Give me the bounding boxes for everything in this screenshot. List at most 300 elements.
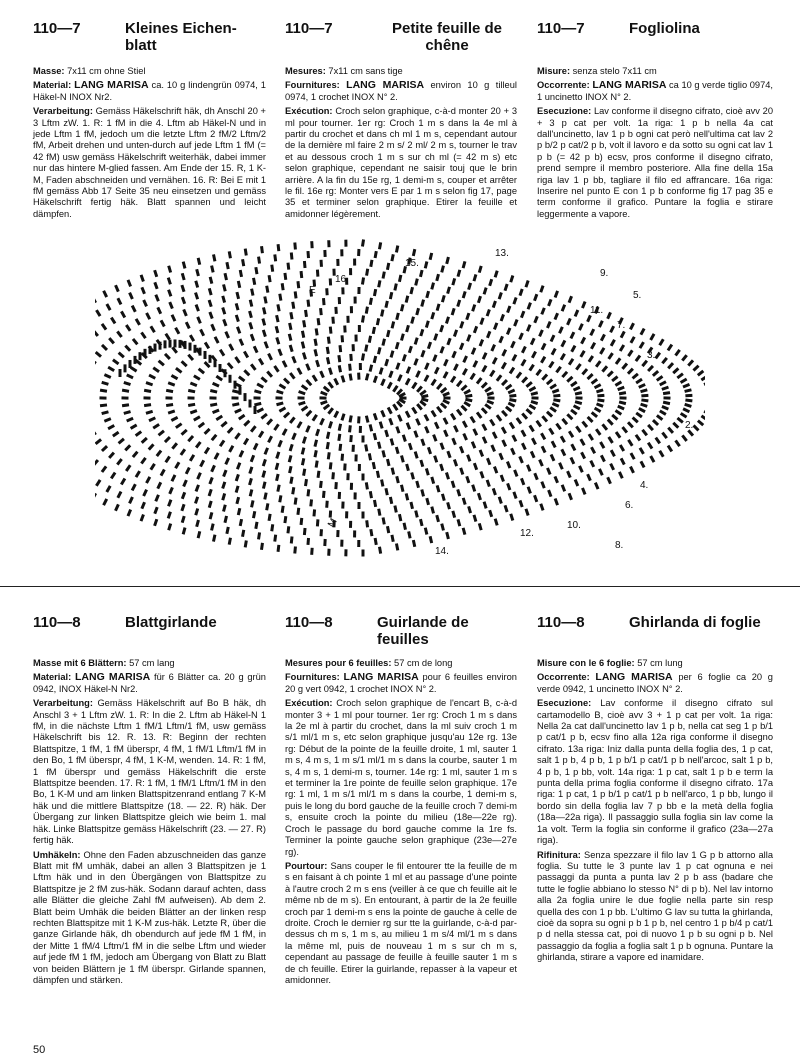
stitch-mark bbox=[407, 325, 409, 332]
label: Mesures pour 6 feuilles: bbox=[285, 658, 392, 668]
stitch-mark bbox=[157, 451, 161, 457]
stitch-mark bbox=[272, 524, 273, 531]
stitch-mark bbox=[279, 440, 282, 446]
stitch-mark bbox=[291, 477, 292, 484]
stitch-mark bbox=[395, 284, 396, 291]
stitch-mark bbox=[562, 305, 565, 311]
stitch-mark bbox=[212, 465, 215, 471]
stitch-mark bbox=[481, 318, 483, 325]
stitch-mark bbox=[141, 332, 145, 338]
stitch-mark bbox=[542, 446, 545, 452]
stitch-mark bbox=[448, 502, 450, 509]
stitch-mark bbox=[517, 418, 521, 424]
stitch-mark bbox=[367, 520, 368, 527]
stitch-mark bbox=[198, 317, 201, 323]
stitch-mark bbox=[278, 545, 279, 552]
section-heading bbox=[285, 614, 517, 654]
stitch-mark bbox=[563, 419, 567, 424]
stitch-mark bbox=[267, 286, 268, 293]
stitch-mark bbox=[321, 371, 324, 377]
stitch-mark bbox=[561, 354, 565, 360]
stitch-mark bbox=[383, 339, 385, 346]
section-heading bbox=[537, 20, 773, 60]
stitch-mark bbox=[688, 360, 693, 365]
stitch-mark bbox=[581, 351, 585, 357]
stitch-mark bbox=[522, 430, 525, 436]
stitch-mark bbox=[463, 528, 465, 535]
stitch-mark bbox=[633, 418, 638, 423]
stitch-mark bbox=[386, 359, 388, 366]
stitch-mark bbox=[487, 393, 494, 395]
stitch-mark bbox=[263, 319, 265, 326]
stitch-mark bbox=[339, 434, 340, 441]
stitch-mark bbox=[600, 442, 604, 448]
stitch-mark bbox=[435, 334, 437, 341]
stitch-mark bbox=[100, 390, 107, 391]
stitch-mark bbox=[316, 328, 317, 335]
stitch-mark bbox=[537, 421, 541, 427]
stitch-mark bbox=[599, 321, 602, 327]
stitch-mark bbox=[508, 306, 510, 313]
stitch-mark bbox=[668, 428, 673, 433]
stitch-mark bbox=[261, 543, 262, 550]
stitch-mark bbox=[641, 404, 648, 406]
pattern-title: Petite feuille de chêne bbox=[391, 20, 503, 54]
stitch-mark bbox=[444, 359, 447, 365]
label: Esecuzione: bbox=[537, 698, 592, 709]
stitch-mark bbox=[560, 463, 563, 469]
stitch-mark bbox=[269, 354, 272, 360]
stitch-mark bbox=[608, 312, 611, 318]
row-label: 16. bbox=[335, 274, 349, 285]
stitch-mark bbox=[551, 454, 554, 460]
stitch-mark bbox=[199, 369, 204, 373]
stitch-mark bbox=[444, 372, 447, 378]
stitch-mark bbox=[265, 342, 268, 349]
instructions: Ohne den Faden abzuschneiden das ganze Blatt mit fM umhäk, dabei an allen 3 Blattspitzen je 1 Lftm häk und in den Übergängen von Blattspitze zu Blattspitze je 2 fM zus-häk. Sodann darauf achten, dass alle Blätter die gleiche Zahl fM aufweisen). Ab dem 2. Blatt beim Umhäk die beiden Blätter an der linken resp rechten Blattspitze mit 1 K-M zus-häk. Letzte R, über die ganze Girlande häk, dh obendurch auf jede fM 1 fM, in der Mitte 1 fM/4 Lftm/1 fM in die selbe Lftm und wieder auf jede fM 1 fM, jedoch am Übergang von Blatt zu Blatt von beiden Blättern je 1 fM überspr. Girlande spannen, dämpfen und stärken. bbox=[33, 849, 266, 985]
stitch-mark bbox=[342, 335, 343, 342]
stitch-mark bbox=[183, 528, 185, 535]
stitch-mark bbox=[547, 322, 550, 328]
stitch-mark bbox=[383, 450, 385, 457]
stitch-mark bbox=[571, 458, 574, 464]
stitch-mark bbox=[159, 431, 164, 435]
stitch-mark bbox=[547, 412, 552, 417]
stitch-mark bbox=[411, 502, 413, 509]
stitch-mark bbox=[432, 477, 434, 484]
stitch-mark bbox=[422, 350, 424, 357]
stitch-mark bbox=[188, 355, 193, 360]
stitch-mark bbox=[188, 404, 195, 405]
stitch-mark bbox=[591, 447, 594, 453]
stitch-mark bbox=[434, 435, 437, 442]
stitch-mark bbox=[460, 446, 463, 453]
stitch-mark bbox=[198, 531, 200, 538]
stitch-mark bbox=[569, 359, 573, 365]
stitch-mark bbox=[479, 523, 481, 530]
stitch-mark bbox=[401, 304, 403, 311]
stitch-mark bbox=[133, 339, 137, 344]
stitch-mark bbox=[102, 382, 109, 384]
stitch-mark bbox=[261, 414, 266, 418]
stitch-mark bbox=[391, 439, 393, 446]
stitch-mark bbox=[631, 453, 634, 459]
stitch-mark bbox=[701, 416, 705, 420]
stitch-mark bbox=[289, 334, 291, 341]
stitch-mark bbox=[236, 357, 240, 363]
stitch-mark bbox=[483, 424, 486, 430]
stitch-mark bbox=[244, 421, 249, 426]
stitch-mark bbox=[417, 481, 419, 488]
stitch-mark bbox=[298, 508, 299, 515]
stitch-mark bbox=[641, 400, 648, 401]
value: 7x11 cm sans tige bbox=[328, 66, 403, 76]
stitch-mark bbox=[508, 390, 514, 393]
label: Esecuzione: bbox=[537, 106, 592, 117]
stitch-mark bbox=[373, 462, 374, 469]
stitch-mark bbox=[111, 318, 115, 324]
stitch-mark bbox=[621, 458, 624, 464]
stitch-mark bbox=[263, 330, 265, 337]
stitch-mark bbox=[102, 466, 106, 472]
stitch-mark bbox=[397, 389, 402, 394]
stitch-mark bbox=[704, 382, 705, 385]
stitch-mark bbox=[522, 414, 527, 419]
stitch-mark bbox=[442, 494, 444, 501]
stitch-mark bbox=[276, 463, 278, 470]
stitch-mark bbox=[166, 390, 173, 391]
stitch-mark bbox=[413, 540, 414, 547]
stitch-mark bbox=[589, 434, 593, 440]
stitch-mark bbox=[96, 310, 100, 316]
stitch-mark bbox=[239, 415, 245, 419]
leaf-row bbox=[144, 297, 583, 500]
stitch-mark bbox=[520, 333, 523, 339]
stitch-mark bbox=[390, 371, 392, 378]
stitch-mark bbox=[171, 375, 177, 378]
section-110-8-fr bbox=[285, 614, 517, 989]
stitch-mark bbox=[469, 283, 471, 290]
stitch-mark bbox=[662, 433, 666, 439]
stitch-mark bbox=[128, 280, 131, 287]
stitch-mark bbox=[487, 401, 494, 404]
stitch-mark bbox=[694, 425, 699, 430]
stitch-mark bbox=[335, 411, 338, 417]
stitch-mark bbox=[562, 340, 565, 346]
leaf-row bbox=[95, 259, 670, 538]
stitch-mark bbox=[190, 411, 197, 413]
stitch-mark bbox=[315, 440, 317, 447]
stitch-mark bbox=[484, 502, 486, 509]
stitch-mark bbox=[159, 361, 164, 366]
stitch-mark bbox=[463, 261, 465, 268]
stitch-mark bbox=[386, 301, 387, 308]
stitch-mark bbox=[494, 323, 496, 330]
stitch-mark bbox=[172, 347, 176, 352]
stitch-mark bbox=[441, 347, 443, 354]
stitch-mark bbox=[487, 458, 490, 465]
stitch-mark bbox=[683, 384, 689, 387]
stitch-mark bbox=[245, 249, 246, 256]
stitch-mark bbox=[236, 486, 238, 493]
stitch-mark bbox=[128, 510, 131, 516]
stitch-mark bbox=[213, 535, 214, 542]
stitch-mark bbox=[567, 414, 572, 419]
stitch-mark bbox=[579, 324, 582, 330]
stitch-mark bbox=[660, 411, 666, 415]
stitch-mark bbox=[592, 412, 597, 416]
stitch-mark bbox=[259, 431, 263, 437]
stitch-mark bbox=[514, 492, 516, 499]
stitch-mark bbox=[532, 352, 535, 358]
stitch-mark bbox=[447, 257, 449, 264]
stitch-mark bbox=[574, 406, 580, 409]
stitch-mark bbox=[149, 444, 154, 449]
stitch-mark bbox=[379, 242, 380, 249]
stitch-mark bbox=[619, 393, 626, 394]
stitch-mark bbox=[412, 473, 414, 480]
stitch-mark bbox=[443, 400, 449, 403]
stitch-mark bbox=[458, 300, 460, 307]
stitch-mark bbox=[407, 423, 410, 430]
stitch-mark bbox=[495, 519, 497, 526]
stitch-mark bbox=[421, 399, 428, 401]
stitch-mark bbox=[530, 365, 534, 371]
stitch-mark bbox=[490, 420, 494, 426]
stitch-mark bbox=[166, 334, 170, 340]
stitch-mark bbox=[290, 323, 291, 330]
stitch-mark bbox=[531, 451, 534, 457]
stitch-mark bbox=[515, 320, 518, 327]
stitch-mark bbox=[451, 376, 455, 382]
stitch-mark bbox=[317, 519, 318, 526]
stitch-mark bbox=[315, 349, 317, 356]
stitch-mark bbox=[279, 385, 285, 389]
stitch-mark bbox=[382, 379, 385, 385]
stitch-mark bbox=[636, 435, 640, 441]
stitch-mark bbox=[215, 337, 218, 343]
stitch-mark bbox=[251, 364, 255, 370]
stitch-mark bbox=[166, 456, 170, 462]
stitch-mark bbox=[169, 290, 171, 297]
stitch-mark bbox=[391, 351, 393, 358]
stitch-mark bbox=[107, 304, 110, 310]
stitch-mark bbox=[662, 387, 669, 389]
section-heading bbox=[537, 614, 773, 654]
row-label: 10. bbox=[567, 520, 581, 531]
stitch-mark bbox=[685, 390, 692, 392]
stitch-mark bbox=[477, 412, 481, 418]
stitch-mark bbox=[198, 258, 200, 265]
stitch-mark bbox=[171, 417, 177, 420]
stitch-mark bbox=[503, 440, 506, 446]
stitch-mark bbox=[366, 374, 368, 381]
stitch-mark bbox=[549, 428, 553, 434]
stitch-mark bbox=[283, 429, 286, 435]
stitch-mark bbox=[282, 506, 283, 513]
stitch-mark bbox=[693, 366, 698, 371]
stitch-mark bbox=[441, 325, 443, 332]
stitch-mark bbox=[251, 426, 255, 431]
row-label: 14. bbox=[435, 546, 449, 557]
stitch-mark bbox=[308, 300, 309, 307]
stitch-mark bbox=[370, 424, 372, 431]
stitch-mark bbox=[221, 422, 226, 427]
stitch-mark bbox=[298, 281, 299, 288]
stitch-mark bbox=[327, 432, 329, 439]
stitch-mark bbox=[641, 390, 648, 392]
pattern-number: 110—7 bbox=[33, 20, 81, 37]
stitch-mark bbox=[362, 354, 363, 361]
stitch-mark bbox=[547, 380, 552, 385]
stitch-mark bbox=[406, 411, 409, 417]
stitch-mark bbox=[278, 244, 279, 251]
stitch-mark bbox=[155, 507, 157, 514]
stitch-mark bbox=[437, 485, 439, 492]
stitch-mark bbox=[210, 312, 212, 319]
stitch-mark bbox=[425, 415, 428, 421]
stitch-mark bbox=[478, 493, 480, 500]
stitch-mark bbox=[151, 464, 155, 470]
stitch-mark bbox=[653, 420, 658, 425]
stitch-mark bbox=[209, 288, 211, 295]
stitch-mark bbox=[448, 287, 450, 294]
stitch-mark bbox=[530, 425, 534, 431]
stitch-mark bbox=[290, 444, 292, 451]
stitch-mark bbox=[369, 453, 370, 460]
stitch-mark bbox=[165, 437, 170, 442]
pattern-number: 110—8 bbox=[285, 614, 333, 631]
stitch-mark bbox=[595, 483, 598, 489]
stitch-mark bbox=[267, 419, 272, 424]
stitch-mark bbox=[458, 519, 460, 526]
stitch-mark bbox=[323, 298, 324, 305]
section-110-7-fr bbox=[285, 20, 517, 223]
stitch-mark bbox=[155, 270, 157, 277]
stitch-mark bbox=[379, 547, 380, 554]
stitch-mark bbox=[250, 467, 252, 474]
stitch-mark bbox=[291, 536, 292, 543]
stitch-mark bbox=[269, 514, 270, 521]
row-labels bbox=[335, 248, 693, 557]
stitch-mark bbox=[194, 417, 200, 420]
stitch-mark bbox=[541, 433, 544, 439]
stitch-mark bbox=[409, 531, 410, 538]
stitch-mark bbox=[396, 246, 397, 253]
stitch-mark bbox=[555, 313, 558, 319]
instructions: Sans couper le fil entourer tte la feuille de m s en faisant à ch pointe 1 ml et au passage d'une pointe à l'autre croch 2 m s ens (veiller à ce que ch feuille ait le même nb de m s). En entourant, à partir de la 2e feuille croch par 1 demi-m s ens la pointe de gauche à celle de droite. Croch le dernier rg sur tte la guirlande, c-à-d par-dessus ch m s, 1 m s, au milieu 1 m s/4 ml/1 m s dans la même ml, puis de nouveau 1 m s sur ch m s, cependant au passage de feuille à feuille sauter 1 m s de ch feuille. Etirer la guirlande, repasser à la vapeur et amidonner. bbox=[285, 860, 517, 985]
value: per 6 foglie ca 20 g verde 0942, 1 uncinetto INOX N° 2. bbox=[537, 672, 773, 694]
stitch-mark bbox=[224, 319, 226, 326]
stitch-mark bbox=[224, 470, 227, 477]
value: 57 cm lang bbox=[129, 658, 175, 668]
stitch-mark bbox=[435, 422, 438, 428]
stitch-mark bbox=[330, 327, 331, 334]
stitch-mark bbox=[259, 359, 263, 365]
stitch-mark bbox=[600, 348, 604, 354]
stitch-mark bbox=[413, 408, 417, 414]
stitch-mark bbox=[474, 361, 477, 367]
stitch-mark bbox=[487, 331, 490, 338]
stitch-mark bbox=[238, 508, 240, 515]
stitch-mark bbox=[413, 249, 415, 256]
stitch-mark bbox=[421, 329, 423, 336]
stitch-mark bbox=[420, 401, 426, 405]
stitch-mark bbox=[497, 415, 501, 421]
stitch-mark bbox=[425, 375, 428, 381]
stitch-mark bbox=[441, 388, 446, 393]
stitch-mark bbox=[668, 345, 672, 351]
stitch-mark bbox=[417, 387, 422, 392]
stitch-mark bbox=[591, 329, 594, 335]
stitch-mark bbox=[366, 482, 367, 489]
stitch-mark bbox=[186, 322, 189, 328]
stitch-mark bbox=[474, 463, 476, 470]
stitch-mark bbox=[172, 475, 175, 481]
pattern-number: 110—7 bbox=[537, 20, 585, 37]
stitch-mark bbox=[458, 489, 460, 496]
instructions: Gemäss Häkelschrift auf Bo B häk, dh Anschl 3 + 1 Lftm zW. 1. R: In die 2. Lftm ab Häkel-N 1 fM, in die nächste Lftm 1 fM/1 Lftm/1 fM, usw gemäss Häkelschrift bis 12. R. 13. R: Beginn der rechten Blattspitze, 1 fM, 1 fM überspr, 4 fM, 1 fM/1 Lftm/1 fM in den Bo, 1 fM überspr, 4 fM, 1 K-M, wenden. 14. R: 1 fM, 1 fM überspr und gemäss Häkelschrift die erste Blattspitze beenden. 17. R: 1 fM, 1 fM/1 Lftm/1 fM in den Bo, 1 K-M und am linken Blattspitzenrand entlang 7 K-M häk und die mittlere Blattspitze (18. — 22. R) häk. Der Übergang zur linken Blattspitze gleich wie beim 1. mal häk. Linke Blattspitze gemäss Häkelschrift (23. — 27. R) fertig häk. bbox=[33, 698, 266, 846]
stitch-mark bbox=[144, 300, 147, 306]
section-110-7-it bbox=[537, 20, 773, 223]
stitch-mark bbox=[541, 357, 545, 363]
stitch-mark bbox=[293, 433, 296, 439]
stitch-mark bbox=[125, 445, 130, 450]
stitch-mark bbox=[141, 275, 143, 282]
stitch-mark bbox=[444, 430, 447, 436]
stitch-mark bbox=[190, 383, 196, 386]
stitch-mark bbox=[425, 528, 427, 535]
stitch-mark bbox=[432, 411, 436, 417]
stitch-mark bbox=[109, 453, 114, 458]
stitch-mark bbox=[517, 372, 521, 378]
stitch-mark bbox=[537, 370, 541, 376]
stitch-mark bbox=[142, 438, 147, 443]
stitch-mark bbox=[136, 432, 142, 436]
stitch-mark bbox=[301, 518, 302, 525]
stitch-mark bbox=[493, 301, 495, 308]
stitch-mark bbox=[454, 330, 456, 337]
stitch-mark bbox=[190, 335, 193, 341]
stitch-mark bbox=[386, 488, 387, 495]
stitch-mark bbox=[147, 477, 150, 483]
stitch-mark bbox=[480, 450, 483, 457]
leaf-row bbox=[95, 268, 648, 528]
stitch-mark bbox=[240, 339, 243, 345]
stitch-mark bbox=[210, 477, 213, 484]
stitch-mark bbox=[417, 308, 419, 315]
stitch-mark bbox=[477, 378, 481, 384]
stitch-mark bbox=[278, 485, 279, 492]
stitch-mark bbox=[464, 390, 470, 393]
stitch-mark bbox=[379, 509, 380, 516]
stitch-mark bbox=[374, 376, 376, 383]
stitch-mark bbox=[403, 435, 405, 442]
stitch-mark bbox=[305, 479, 306, 486]
stitch-mark bbox=[396, 544, 397, 551]
stitch-mark bbox=[198, 473, 201, 479]
stitch-mark bbox=[508, 403, 514, 406]
stitch-mark bbox=[402, 456, 404, 463]
leaf-row bbox=[320, 373, 407, 424]
stitch-mark bbox=[116, 285, 119, 291]
label: Verarbeitung: bbox=[33, 698, 93, 709]
stitch-mark bbox=[147, 313, 150, 319]
stitch-mark bbox=[527, 465, 530, 471]
stitch-mark bbox=[113, 360, 119, 364]
stitch-mark bbox=[588, 417, 593, 422]
stitch-mark bbox=[298, 368, 301, 374]
